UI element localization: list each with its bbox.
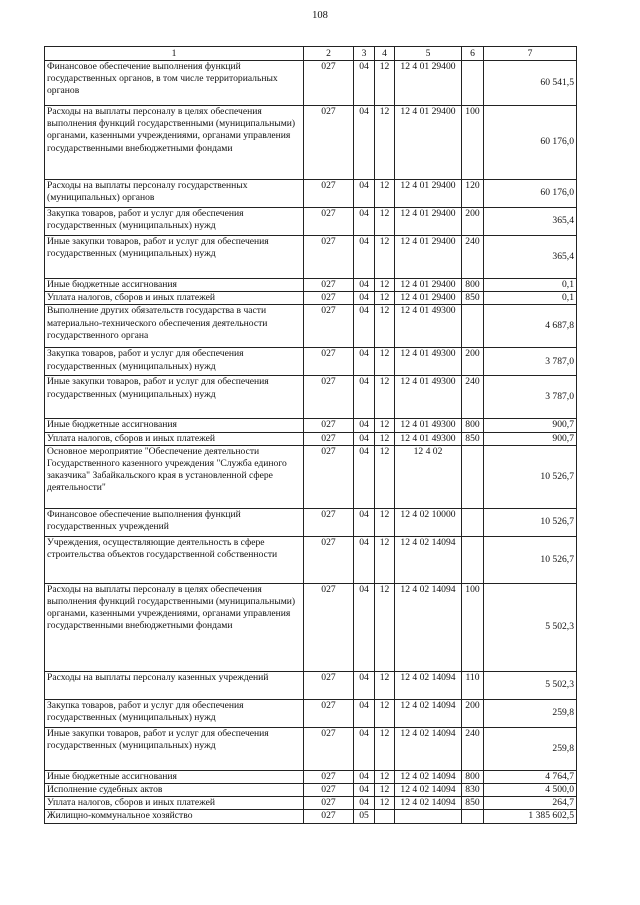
ministry-code-cell: 027 — [304, 583, 354, 671]
target-article-cell: 12 4 01 29400 — [395, 61, 462, 106]
ministry-code-cell: 027 — [304, 305, 354, 348]
expense-type-cell: 240 — [462, 236, 484, 279]
section-code-cell: 04 — [354, 671, 375, 699]
subsection-code-cell: 12 — [375, 236, 395, 279]
target-article-cell: 12 4 02 10000 — [395, 508, 462, 536]
table-row — [45, 180, 577, 208]
ministry-code-cell: 027 — [304, 699, 354, 727]
table-row — [45, 419, 577, 432]
ministry-code-cell: 027 — [304, 432, 354, 445]
table-row — [45, 810, 577, 823]
col-header-ministry: 2 — [304, 47, 354, 61]
row-name-cell: Иные бюджетные ассигнования — [45, 419, 304, 432]
target-article-cell: 12 4 01 49300 — [395, 305, 462, 348]
subsection-code-cell: 12 — [375, 279, 395, 292]
ministry-code-cell: 027 — [304, 106, 354, 180]
table-row — [45, 671, 577, 699]
ministry-code-cell: 027 — [304, 784, 354, 797]
expense-type-cell: 100 — [462, 106, 484, 180]
row-name-cell: Уплата налогов, сборов и иных платежей — [45, 292, 304, 305]
section-code-cell: 04 — [354, 376, 375, 419]
expense-type-cell — [462, 305, 484, 348]
expense-type-cell: 800 — [462, 279, 484, 292]
budget-table — [44, 46, 577, 824]
target-article-cell: 12 4 02 14094 — [395, 784, 462, 797]
amount-cell: 4 500,0 — [484, 784, 577, 797]
row-name-cell: Основное мероприятие "Обеспечение деятельности Государственного казенного учреждения "Служба единого заказчика" Забайкальского края в установленной сфере деятельности" — [45, 445, 304, 508]
amount-cell: 5 502,3 — [484, 583, 577, 671]
subsection-code-cell: 12 — [375, 727, 395, 770]
expense-type-cell: 200 — [462, 208, 484, 236]
amount-cell: 3 787,0 — [484, 376, 577, 419]
subsection-code-cell: 12 — [375, 536, 395, 583]
section-code-cell: 05 — [354, 810, 375, 823]
amount-cell: 1 385 602,5 — [484, 810, 577, 823]
expense-type-cell: 850 — [462, 292, 484, 305]
table-row — [45, 292, 577, 305]
expense-type-cell — [462, 445, 484, 508]
expense-type-cell: 200 — [462, 699, 484, 727]
row-name-cell: Закупка товаров, работ и услуг для обеспечения государственных (муниципальных) нужд — [45, 348, 304, 376]
col-header-target-article: 5 — [395, 47, 462, 61]
target-article-cell: 12 4 01 29400 — [395, 180, 462, 208]
row-name-cell: Иные закупки товаров, работ и услуг для обеспечения государственных (муниципальных) нужд — [45, 727, 304, 770]
amount-cell: 0,1 — [484, 292, 577, 305]
subsection-code-cell: 12 — [375, 770, 395, 783]
amount-cell: 10 526,7 — [484, 508, 577, 536]
amount-cell: 60 176,0 — [484, 106, 577, 180]
row-name-cell: Расходы на выплаты персоналу государственных (муниципальных) органов — [45, 180, 304, 208]
subsection-code-cell: 12 — [375, 208, 395, 236]
section-code-cell: 04 — [354, 348, 375, 376]
section-code-cell: 04 — [354, 61, 375, 106]
section-code-cell: 04 — [354, 784, 375, 797]
section-code-cell: 04 — [354, 106, 375, 180]
amount-cell: 4 764,7 — [484, 770, 577, 783]
expense-type-cell: 240 — [462, 727, 484, 770]
row-name-cell: Иные бюджетные ассигнования — [45, 770, 304, 783]
col-header-section: 3 — [354, 47, 375, 61]
section-code-cell: 04 — [354, 419, 375, 432]
amount-cell: 900,7 — [484, 419, 577, 432]
table-row — [45, 305, 577, 348]
amount-cell: 264,7 — [484, 797, 577, 810]
amount-cell: 4 687,8 — [484, 305, 577, 348]
target-article-cell: 12 4 01 29400 — [395, 292, 462, 305]
subsection-code-cell: 12 — [375, 797, 395, 810]
section-code-cell: 04 — [354, 508, 375, 536]
section-code-cell: 04 — [354, 236, 375, 279]
expense-type-cell: 850 — [462, 797, 484, 810]
row-name-cell: Иные бюджетные ассигнования — [45, 279, 304, 292]
subsection-code-cell: 12 — [375, 583, 395, 671]
row-name-cell: Жилищно-коммунальное хозяйство — [45, 810, 304, 823]
section-code-cell: 04 — [354, 292, 375, 305]
target-article-cell: 12 4 02 14094 — [395, 727, 462, 770]
subsection-code-cell: 12 — [375, 445, 395, 508]
table-row — [45, 699, 577, 727]
table-row — [45, 583, 577, 671]
expense-type-cell — [462, 508, 484, 536]
ministry-code-cell: 027 — [304, 671, 354, 699]
subsection-code-cell: 12 — [375, 432, 395, 445]
expense-type-cell: 800 — [462, 419, 484, 432]
subsection-code-cell: 12 — [375, 305, 395, 348]
amount-cell: 900,7 — [484, 432, 577, 445]
section-code-cell: 04 — [354, 208, 375, 236]
expense-type-cell — [462, 810, 484, 823]
target-article-cell: 12 4 01 49300 — [395, 432, 462, 445]
ministry-code-cell: 027 — [304, 376, 354, 419]
col-header-subsection: 4 — [375, 47, 395, 61]
target-article-cell: 12 4 02 14094 — [395, 583, 462, 671]
subsection-code-cell: 12 — [375, 784, 395, 797]
section-code-cell: 04 — [354, 699, 375, 727]
section-code-cell: 04 — [354, 279, 375, 292]
ministry-code-cell: 027 — [304, 236, 354, 279]
amount-cell: 259,8 — [484, 727, 577, 770]
subsection-code-cell: 12 — [375, 376, 395, 419]
amount-cell: 3 787,0 — [484, 348, 577, 376]
row-name-cell: Иные закупки товаров, работ и услуг для обеспечения государственных (муниципальных) нужд — [45, 376, 304, 419]
row-name-cell: Расходы на выплаты персоналу казенных учреждений — [45, 671, 304, 699]
table-row — [45, 432, 577, 445]
table-row — [45, 208, 577, 236]
table-row — [45, 797, 577, 810]
section-code-cell: 04 — [354, 770, 375, 783]
subsection-code-cell: 12 — [375, 348, 395, 376]
section-code-cell: 04 — [354, 797, 375, 810]
ministry-code-cell: 027 — [304, 445, 354, 508]
col-header-expense-type: 6 — [462, 47, 484, 61]
amount-cell: 10 526,7 — [484, 536, 577, 583]
ministry-code-cell: 027 — [304, 348, 354, 376]
target-article-cell: 12 4 02 14094 — [395, 671, 462, 699]
row-name-cell: Уплата налогов, сборов и иных платежей — [45, 432, 304, 445]
col-header-amount: 7 — [484, 47, 577, 61]
ministry-code-cell: 027 — [304, 770, 354, 783]
target-article-cell: 12 4 01 29400 — [395, 279, 462, 292]
amount-cell: 60 176,0 — [484, 180, 577, 208]
section-code-cell: 04 — [354, 536, 375, 583]
table-row — [45, 61, 577, 106]
target-article-cell: 12 4 02 — [395, 445, 462, 508]
ministry-code-cell: 027 — [304, 419, 354, 432]
amount-cell: 60 541,5 — [484, 61, 577, 106]
row-name-cell: Расходы на выплаты персоналу в целях обеспечения выполнения функций государственными (муниципальными) органами, казенными учреждениями, органами управления государственными внебюджетными фондами — [45, 583, 304, 671]
target-article-cell: 12 4 02 14094 — [395, 699, 462, 727]
target-article-cell: 12 4 01 49300 — [395, 376, 462, 419]
table-row — [45, 445, 577, 508]
subsection-code-cell: 12 — [375, 180, 395, 208]
subsection-code-cell: 12 — [375, 699, 395, 727]
target-article-cell: 12 4 02 14094 — [395, 770, 462, 783]
expense-type-cell: 830 — [462, 784, 484, 797]
table-body — [45, 61, 577, 824]
target-article-cell: 12 4 01 49300 — [395, 348, 462, 376]
ministry-code-cell: 027 — [304, 797, 354, 810]
expense-type-cell: 200 — [462, 348, 484, 376]
row-name-cell: Закупка товаров, работ и услуг для обеспечения государственных (муниципальных) нужд — [45, 208, 304, 236]
expense-type-cell: 110 — [462, 671, 484, 699]
amount-cell: 365,4 — [484, 208, 577, 236]
row-name-cell: Уплата налогов, сборов и иных платежей — [45, 797, 304, 810]
subsection-code-cell: 12 — [375, 61, 395, 106]
ministry-code-cell: 027 — [304, 61, 354, 106]
section-code-cell: 04 — [354, 305, 375, 348]
target-article-cell: 12 4 01 29400 — [395, 208, 462, 236]
table-row — [45, 279, 577, 292]
row-name-cell: Иные закупки товаров, работ и услуг для обеспечения государственных (муниципальных) нужд — [45, 236, 304, 279]
section-code-cell: 04 — [354, 583, 375, 671]
table-row — [45, 376, 577, 419]
row-name-cell: Исполнение судебных актов — [45, 784, 304, 797]
table-row — [45, 770, 577, 783]
target-article-cell: 12 4 02 14094 — [395, 536, 462, 583]
table-row — [45, 727, 577, 770]
row-name-cell: Учреждения, осуществляющие деятельность в сфере строительства объектов государственной собственности — [45, 536, 304, 583]
section-code-cell: 04 — [354, 432, 375, 445]
table-row — [45, 236, 577, 279]
row-name-cell: Выполнение других обязательств государства в части материально-технического обеспечения деятельности государственного органа — [45, 305, 304, 348]
target-article-cell: 12 4 02 14094 — [395, 797, 462, 810]
table-row — [45, 536, 577, 583]
target-article-cell: 12 4 01 29400 — [395, 106, 462, 180]
amount-cell: 365,4 — [484, 236, 577, 279]
amount-cell: 10 526,7 — [484, 445, 577, 508]
ministry-code-cell: 027 — [304, 727, 354, 770]
target-article-cell — [395, 810, 462, 823]
subsection-code-cell: 12 — [375, 419, 395, 432]
row-name-cell: Закупка товаров, работ и услуг для обеспечения государственных (муниципальных) нужд — [45, 699, 304, 727]
subsection-code-cell: 12 — [375, 671, 395, 699]
target-article-cell: 12 4 01 29400 — [395, 236, 462, 279]
section-code-cell: 04 — [354, 180, 375, 208]
amount-cell: 5 502,3 — [484, 671, 577, 699]
ministry-code-cell: 027 — [304, 292, 354, 305]
ministry-code-cell: 027 — [304, 810, 354, 823]
table-row — [45, 348, 577, 376]
expense-type-cell: 850 — [462, 432, 484, 445]
row-name-cell: Финансовое обеспечение выполнения функций государственных учреждений — [45, 508, 304, 536]
subsection-code-cell — [375, 810, 395, 823]
expense-type-cell — [462, 61, 484, 106]
subsection-code-cell: 12 — [375, 508, 395, 536]
section-code-cell: 04 — [354, 727, 375, 770]
ministry-code-cell: 027 — [304, 508, 354, 536]
subsection-code-cell: 12 — [375, 292, 395, 305]
amount-cell: 259,8 — [484, 699, 577, 727]
header-row — [45, 47, 577, 61]
expense-type-cell: 240 — [462, 376, 484, 419]
row-name-cell: Финансовое обеспечение выполнения функций государственных органов, в том числе территориальных органов — [45, 61, 304, 106]
table-row — [45, 784, 577, 797]
target-article-cell: 12 4 01 49300 — [395, 419, 462, 432]
expense-type-cell — [462, 536, 484, 583]
section-code-cell: 04 — [354, 445, 375, 508]
table-row — [45, 106, 577, 180]
amount-cell: 0,1 — [484, 279, 577, 292]
page-number: 108 — [312, 10, 328, 21]
ministry-code-cell: 027 — [304, 279, 354, 292]
table-row — [45, 508, 577, 536]
col-header-name: 1 — [45, 47, 304, 61]
expense-type-cell: 120 — [462, 180, 484, 208]
ministry-code-cell: 027 — [304, 180, 354, 208]
subsection-code-cell: 12 — [375, 106, 395, 180]
expense-type-cell: 800 — [462, 770, 484, 783]
ministry-code-cell: 027 — [304, 536, 354, 583]
ministry-code-cell: 027 — [304, 208, 354, 236]
row-name-cell: Расходы на выплаты персоналу в целях обеспечения выполнения функций государственными (муниципальными) органами, казенными учреждениями, органами управления государственными внебюджетными фондами — [45, 106, 304, 180]
expense-type-cell: 100 — [462, 583, 484, 671]
